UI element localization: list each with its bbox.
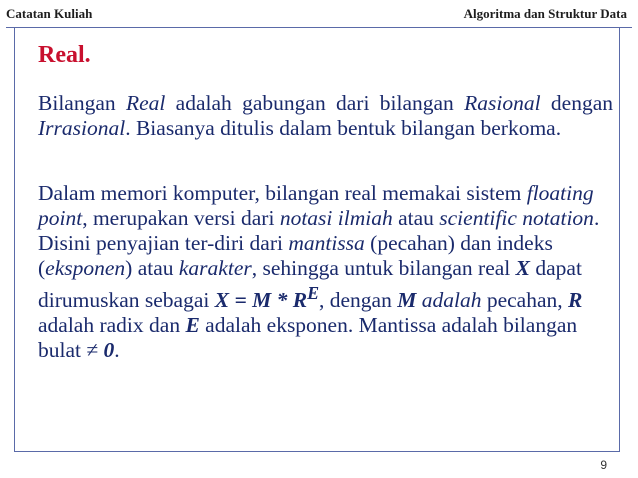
- zero-value: 0: [103, 338, 115, 363]
- slide-title: Real.: [38, 42, 91, 68]
- term-scientific-notation: scientific notation: [439, 206, 594, 230]
- term-notasi-ilmiah: notasi ilmiah: [279, 206, 393, 230]
- term-real: Real: [125, 91, 166, 115]
- formula: $X = M * R^E$: [214, 283, 320, 313]
- formula-exponent: E: [307, 283, 320, 303]
- term-eksponen: eksponen: [45, 256, 126, 280]
- term-mantissa: mantissa: [288, 231, 365, 255]
- var-x: X: [515, 256, 530, 280]
- term-irrasional: Irrasional: [38, 116, 126, 140]
- term-rasional: Rasional: [464, 91, 541, 115]
- paragraph-definition: Bilangan Real adalah gabungan dari bilangan Rasional dengan Irrasional. Biasanya ditulis dalam bentuk bilangan berkoma.: [38, 91, 613, 140]
- header-left-title: Catatan Kuliah: [6, 6, 93, 21]
- var-r: R: [568, 288, 583, 313]
- page-number: 9: [600, 458, 607, 472]
- term-floating-point: floating point: [38, 181, 594, 230]
- var-e: E: [185, 313, 200, 338]
- paragraph-floating-point: Dalam memori komputer, bilangan real memakai sistem floating point, merupakan versi dari notasi ilmiah atau scientific notation. Disini penyajian ter-diri dari mantissa (pecahan) dan indeks (eksponen) atau karakter, sehingga untuk bilangan real X dapat dirumuskan sebagai $X = M * R^E$, dengan M adalah pecahan, R adalah radix dan E adalah eksponen. Mantissa adalah bilangan bulat ≠ 0.: [38, 181, 600, 363]
- header-right-title: Algoritma dan Struktur Data: [463, 6, 627, 21]
- term-karakter: karakter: [178, 256, 252, 280]
- var-m: M: [397, 288, 417, 313]
